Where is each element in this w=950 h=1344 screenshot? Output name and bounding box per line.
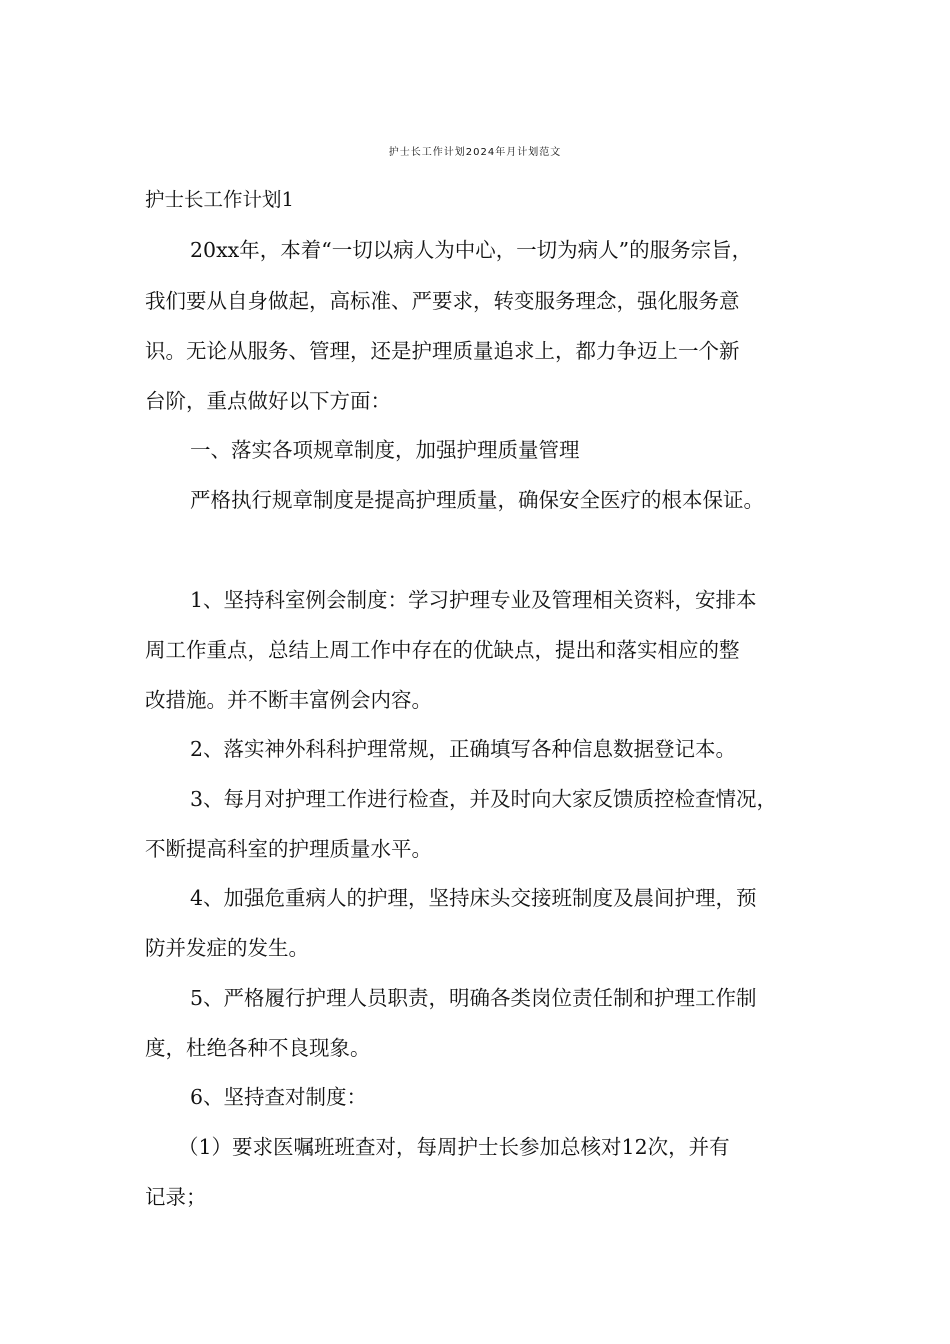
list-item-continuation: 周工作重点，总结上周工作中存在的优缺点，提出和落实相应的整 [145, 638, 740, 662]
section-heading: 一、落实各项规章制度，加强护理质量管理 [190, 438, 580, 462]
list-item: 5、严格履行护理人员职责，明确各类岗位责任制和护理工作制 [190, 986, 757, 1010]
list-item: 1、坚持科室例会制度：学习护理专业及管理相关资料，安排本 [190, 588, 757, 612]
paragraph-line: 识。无论从服务、管理，还是护理质量追求上，都力争迈上一个新 [145, 339, 740, 363]
document-subtitle: 护士长工作计划1 [145, 188, 294, 211]
paragraph-line: 我们要从自身做起，高标准、严要求，转变服务理念，强化服务意 [145, 289, 740, 313]
list-item-continuation: 度，杜绝各种不良现象。 [145, 1036, 371, 1060]
list-item: 4、加强危重病人的护理，坚持床头交接班制度及晨间护理，预 [190, 886, 757, 910]
list-item-continuation: 改措施。并不断丰富例会内容。 [145, 688, 432, 712]
list-item: 6、坚持查对制度： [190, 1085, 368, 1109]
list-item: 3、每月对护理工作进行检查，并及时向大家反馈质控检查情况， [190, 787, 778, 811]
document-title: 护士长工作计划2024年月计划范文 [388, 147, 562, 158]
list-item-continuation: 不断提高科室的护理质量水平。 [145, 837, 432, 861]
sub-list-item-continuation: 记录； [145, 1185, 207, 1209]
sub-list-item: （1）要求医嘱班班查对，每周护士长参加总核对12次，并有 [178, 1135, 730, 1159]
list-item: 2、落实神外科科护理常规，正确填写各种信息数据登记本。 [190, 737, 737, 761]
paragraph-line: 20xx年，本着“一切以病人为中心，一切为病人”的服务宗旨， [190, 238, 753, 262]
paragraph-line: 台阶，重点做好以下方面： [145, 389, 391, 413]
paragraph-line: 严格执行规章制度是提高护理质量，确保安全医疗的根本保证。 [190, 488, 764, 512]
list-item-continuation: 防并发症的发生。 [145, 936, 309, 960]
